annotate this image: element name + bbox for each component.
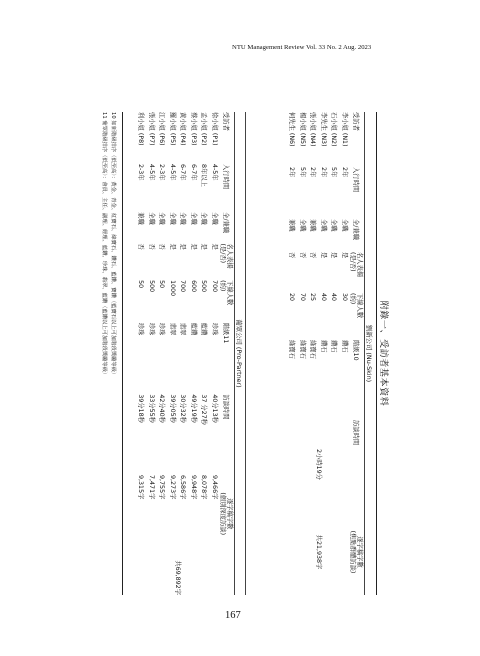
table-cell: 6,586字	[179, 475, 187, 500]
table-cell: 500	[200, 280, 208, 293]
table-cell: 兼職	[309, 219, 317, 232]
bottom-rule	[122, 112, 123, 595]
table-cell: 49分19秒	[190, 394, 197, 423]
table-cell: 全職	[148, 212, 155, 225]
table-cell: 兼職	[137, 212, 145, 225]
group2-table	[135, 112, 233, 595]
table-cell: 50	[158, 280, 166, 289]
table-cell: 綠寶石	[299, 340, 306, 359]
group2-title: 葡眾公司 (Pro-Partner)	[235, 319, 243, 388]
table-cell: 40	[320, 293, 327, 302]
table-cell: 9,948字	[190, 475, 197, 500]
table-cell: 否	[137, 243, 145, 250]
col-interview-time: 訪談時間	[352, 420, 360, 446]
table-cell: 8年以上	[200, 163, 208, 187]
table-cell: 徐小姐 (P1)	[211, 112, 218, 146]
table-cell: 700	[179, 280, 187, 293]
table-cell: 張小姐 (N4)	[309, 112, 317, 147]
top-rule	[376, 112, 377, 595]
table-cell: 4-5年	[169, 163, 176, 181]
table-cell: 否	[288, 252, 296, 259]
table-cell: 25	[309, 293, 317, 302]
appendix-table-rotated	[100, 112, 393, 595]
table-cell: 珍珠	[148, 322, 155, 336]
table-cell: 20	[288, 293, 296, 302]
table-cell: 2年	[341, 167, 348, 178]
table-cell: 鑽石	[330, 340, 338, 353]
table-row	[135, 112, 146, 595]
col-recognition: 名人表揚 (是/否)	[219, 243, 233, 269]
table-cell: 全職	[211, 212, 218, 225]
table-cell: 否	[158, 243, 166, 250]
table-cell: 是	[320, 252, 327, 259]
table-cell: 4-5年	[148, 163, 155, 181]
table-row	[177, 112, 188, 595]
table-cell: 4-5年	[211, 163, 218, 181]
table-cell: 全職	[169, 212, 176, 225]
table-cell: 蔡小姐 (P3)	[190, 112, 197, 146]
col-downline: 下線人數 (約)	[219, 280, 233, 306]
group1-rule	[364, 112, 365, 595]
table-cell: 700	[211, 280, 218, 293]
col-employment: 全/兼職	[352, 219, 360, 241]
page-number: 167	[225, 610, 241, 621]
group1-table	[286, 112, 363, 595]
table-cell: 鑽石	[341, 340, 348, 353]
table-cell: 6-7年	[179, 163, 187, 181]
table-cell: 是	[169, 243, 176, 250]
table-cell: 翡翠	[179, 322, 187, 336]
table-cell: 藍鑽	[200, 322, 208, 336]
table-cell: 9,315字	[137, 475, 145, 500]
table-cell: 500	[148, 280, 155, 293]
table-cell: 2-3年	[158, 163, 166, 181]
footnotes	[100, 112, 117, 377]
table-cell: 2年	[320, 167, 327, 178]
table-cell: 是	[211, 243, 218, 250]
table-cell: 50	[137, 280, 145, 289]
table-cell: 否	[299, 252, 306, 259]
journal-header: NTU Management Review Vol. 33 No. 2 Aug. 2023	[232, 44, 372, 51]
table-row	[198, 112, 209, 595]
table-cell: 30分32秒	[179, 394, 187, 423]
table-cell: 利小姐 (P8)	[137, 112, 145, 146]
col-recognition: 名人表揚 (是/否)	[349, 252, 363, 278]
footnote-11: 11 葡眾階級排序（低至高）：會員、主任、副理、經理、藍鑽、珍珠、翡翠、藍鑽（藍鑽以上可加階段獎勵等級）	[101, 112, 108, 378]
table-cell: 全職	[200, 212, 208, 225]
table-cell: 珍珠	[158, 322, 166, 336]
table-cell: 5年	[330, 167, 338, 178]
table-cell: 40	[330, 293, 338, 302]
col-word-count: 逐字稿字數 (個別深度訪談)	[219, 492, 233, 536]
table-cell: 綠寶石	[309, 340, 317, 359]
interview-time-merged: 2小時19分	[314, 449, 322, 480]
table-cell: 8,078字	[200, 475, 208, 500]
table-cell: 楊小姐 (N5)	[299, 112, 306, 147]
table-cell: 石小姐 (N2)	[330, 112, 338, 147]
col-join-time: 入行時間	[352, 167, 360, 193]
table-cell: 30	[341, 293, 348, 302]
table-cell: 全職	[179, 212, 187, 225]
table-cell: 9,273字	[169, 475, 176, 500]
table-cell: 翡翠	[169, 322, 176, 336]
table-cell: 是	[341, 252, 348, 259]
table-cell: 33分55秒	[148, 394, 155, 423]
table-cell: 否	[309, 252, 317, 259]
table-cell: 是	[179, 243, 187, 250]
table-cell: 9,755字	[158, 475, 166, 500]
table-cell: 孟小姐 (P2)	[200, 112, 208, 146]
table-row	[188, 112, 199, 595]
table-cell: 是	[190, 243, 197, 250]
table-cell: 全職	[158, 212, 166, 225]
table-cell: 鑽石	[320, 340, 327, 353]
col-employment: 全/兼職	[222, 212, 230, 234]
table-cell: 70	[299, 293, 306, 302]
table-cell: 42分40秒	[158, 394, 166, 423]
table-cell: 是	[200, 243, 208, 250]
table-cell: 2年	[288, 167, 296, 178]
col-join-time: 入行時間	[222, 163, 230, 190]
word-count-merged: 共21,938字	[314, 534, 322, 570]
table-cell: 李先生 (N3)	[320, 112, 327, 147]
table-cell: 珍珠	[137, 322, 145, 336]
table-row	[167, 112, 178, 595]
table-row	[156, 112, 167, 595]
table-cell: 黃小姐 (P4)	[179, 112, 187, 146]
table-cell: 40分13秒	[211, 394, 218, 423]
table-cell: 全職	[190, 212, 197, 225]
table-cell: 羅小姐 (P5)	[169, 112, 176, 146]
table-cell: 2-3年	[137, 163, 145, 181]
table-cell: 何先生 (N6)	[288, 112, 296, 147]
group2-header-row	[219, 112, 233, 595]
footnote-10: 10 如新階級排序（低至高）：黃金、青金、紅寶石、綠寶石、鑽石、藍鑽、寶鑽（藍寶石以上可加階段獎勵等級）	[110, 112, 116, 378]
col-downline: 下線人數 (約)	[349, 293, 363, 319]
table-cell: 6-7年	[190, 163, 197, 181]
table-cell: 600	[190, 280, 197, 293]
table-cell: 37 分27秒	[200, 394, 208, 425]
table-cell: 全職	[320, 219, 327, 232]
group1-title: 劉新公司 (Nu-Skin)	[365, 324, 373, 383]
table-cell: 江小姐 (P6)	[158, 112, 166, 146]
group1-header-row	[349, 112, 363, 595]
table-cell: 藍鑽	[190, 322, 197, 336]
table-cell: 全職	[341, 219, 348, 232]
table-cell: 39分18秒	[137, 394, 145, 423]
mid-rule	[245, 112, 246, 595]
table-cell: 7,471字	[148, 475, 155, 500]
table-cell: 否	[148, 243, 155, 250]
table-row	[339, 112, 350, 595]
col-word-count: 逐字稿字數 (焦點群體訪談)	[349, 530, 363, 574]
table-cell: 1000	[169, 280, 176, 297]
col-respondent: 受訪者	[222, 112, 230, 131]
table-cell: 是	[330, 252, 338, 259]
table-cell: 9,466字	[211, 475, 218, 500]
table-row	[146, 112, 157, 595]
table-cell: 李小姐 (N1)	[341, 112, 348, 147]
table-cell: 珍珠	[211, 322, 218, 336]
col-rank: 階級11	[222, 322, 230, 344]
col-respondent: 受訪者	[352, 112, 360, 131]
table-cell: 兼職	[288, 219, 296, 232]
table-cell: 2年	[309, 167, 317, 178]
table-title: 附錄一、受訪者基本資料	[378, 300, 388, 407]
col-rank: 階級10	[352, 340, 360, 361]
total-word-count: 共69,892字	[174, 560, 182, 595]
table-cell: 張小姐 (P7)	[148, 112, 155, 146]
table-cell: 39分05秒	[169, 394, 176, 423]
table-cell: 綠寶石	[288, 340, 296, 359]
table-cell: 全職	[330, 219, 338, 232]
table-row	[209, 112, 220, 595]
group2-rule	[234, 112, 235, 595]
col-interview-time: 訪談時間	[222, 394, 230, 420]
table-cell: 5年	[299, 167, 306, 178]
table-cell: 全職	[299, 219, 306, 232]
